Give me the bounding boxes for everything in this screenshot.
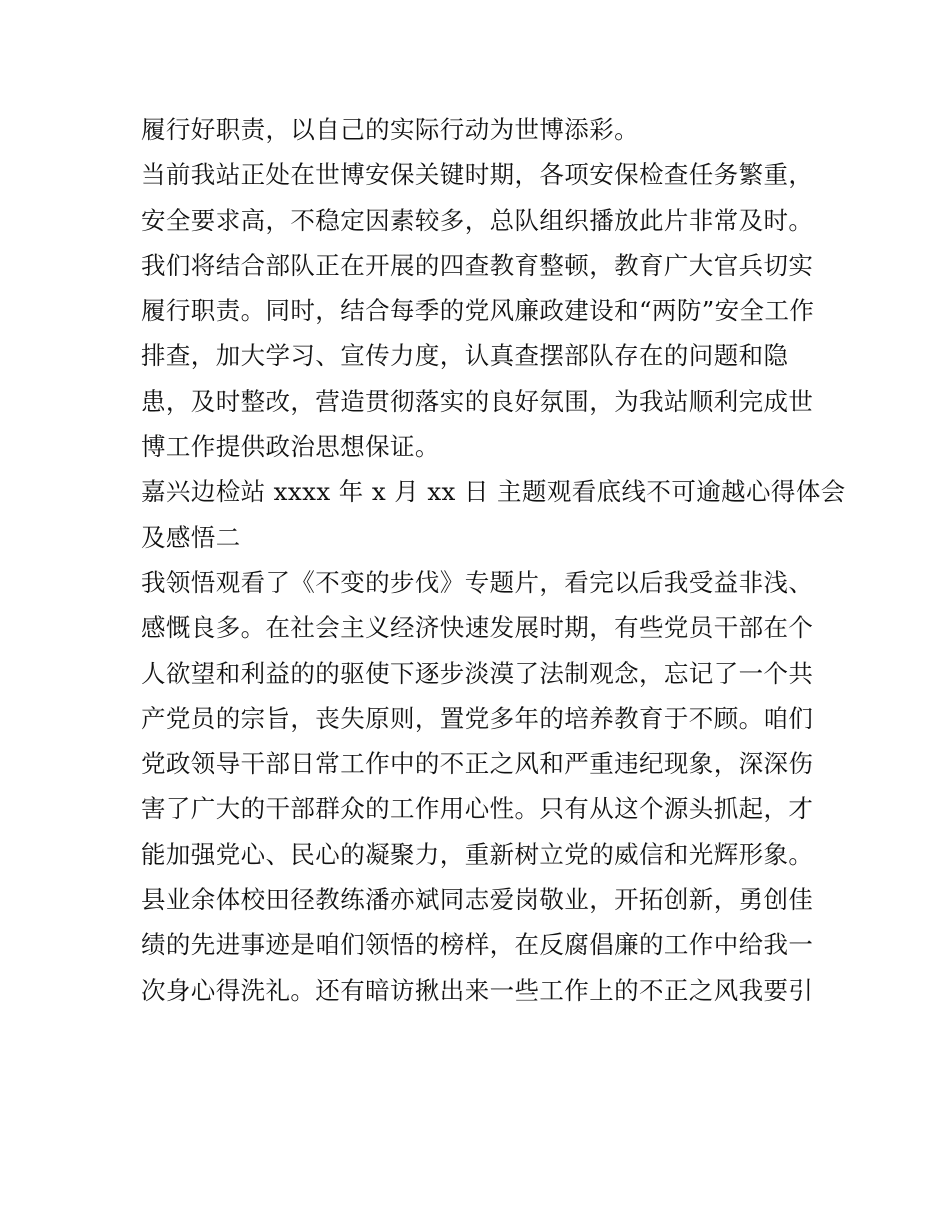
- text-line: 履行职责。同时，结合每季的党风廉政建设和“两防”安全工作: [141, 296, 815, 326]
- section-heading-line: 嘉兴边检站 xxxx 年 x 月 xx 日 主题观看底线不可逾越心得体会: [141, 477, 846, 507]
- section-heading-line: 及感悟二: [141, 522, 241, 552]
- text-line: 我们将结合部队正在开展的四查教育整顿，教育广大官兵切实: [141, 250, 814, 280]
- text-line: 当前我站正处在世博安保关键时期，各项安保检查任务繁重，: [141, 160, 814, 190]
- text-line: 人欲望和利益的的驱使下逐步淡漠了法制观念，忘记了一个共: [141, 658, 814, 688]
- text-line: 党政领导干部日常工作中的不正之风和严重违纪现象，深深伤: [141, 749, 814, 779]
- text-line: 县业余体校田径教练潘亦斌同志爱岗敬业，开拓创新，勇创佳: [141, 885, 814, 915]
- text-line: 排查，加大学习、宣传力度，认真查摆部队存在的问题和隐: [141, 341, 789, 371]
- text-line: 安全要求高，不稳定因素较多，总队组织播放此片非常及时。: [141, 205, 814, 235]
- text-line: 能加强党心、民心的凝聚力，重新树立党的威信和光辉形象。: [141, 839, 814, 869]
- text-line: 绩的先进事迹是咱们领悟的榜样，在反腐倡廉的工作中给我一: [141, 930, 814, 960]
- text-line: 感慨良多。在社会主义经济快速发展时期，有些党员干部在个: [141, 613, 814, 643]
- text-line: 博工作提供政治思想保证。: [141, 432, 440, 462]
- text-line: 我领悟观看了《不变的步伐》专题片，看完以后我受益非浅、: [141, 567, 814, 597]
- text-line: 患，及时整改，营造贯彻落实的良好氛围，为我站顺利完成世: [141, 386, 814, 416]
- text-line: 履行好职责，以自己的实际行动为世博添彩。: [141, 115, 639, 144]
- text-line: 害了广大的干部群众的工作用心性。只有从这个源头抓起，才: [141, 794, 814, 824]
- text-line: 次身心得洗礼。还有暗访揪出来一些工作上的不正之风我要引: [141, 975, 814, 1005]
- text-line: 产党员的宗旨，丧失原则，置党多年的培养教育于不顾。咱们: [141, 703, 814, 733]
- document-body: [141, 107, 846, 1013]
